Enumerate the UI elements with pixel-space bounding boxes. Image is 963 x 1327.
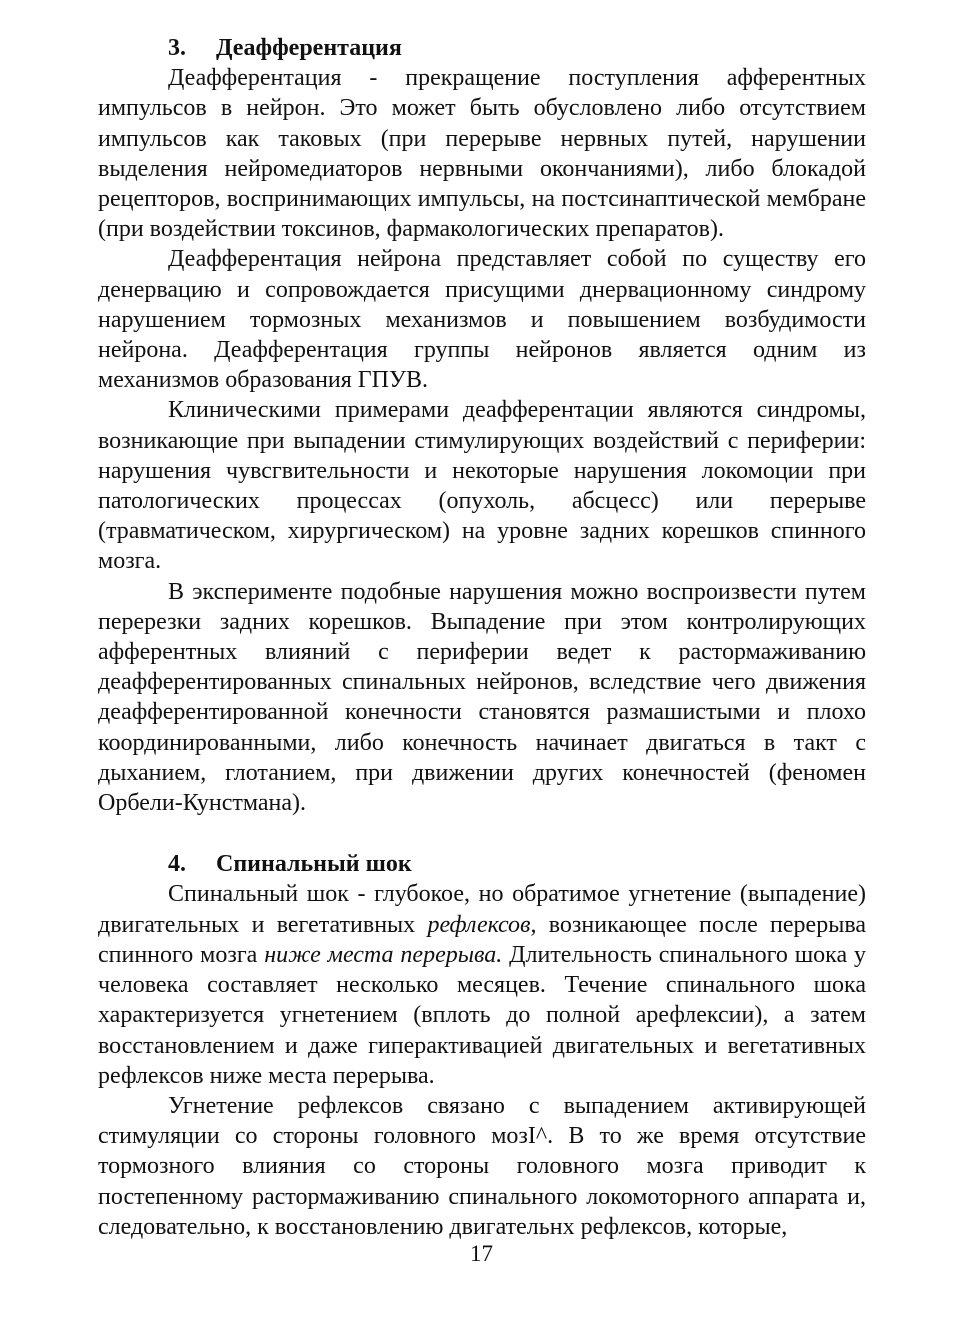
paragraph: Клиническими примерами деафферентации являются синдромы, возникающие при выпадении стимулирующих воздействий с периферии: нарушения чувсгвительности и некоторые нарушения локомоции при патологических процессах (опухоль, абсцесс) или перерыве (травматическом, хирургическом) на уровне задних корешков спинного мозга. [98,397,866,575]
section-title: Спинальный шок [216,851,412,878]
section-title: Деафферентация [216,35,402,61]
paragraph: В эксперименте подобные нарушения можно воспроизвести путем перерезки задних корешков. Выпадение при этом контролирующих афферентных влияний с периферии ведет к растормаживанию деафферентированных спинальных нейронов, вследствие чего движения деафферентированной конечности становятся размашистыми и плохо координированными, либо конечность начинает двигаться в такт с дыханием, глотанием, при движении других конечностей (феномен Орбели-Кунстмана). [98,578,866,817]
section-heading-deafferentation [98,33,866,63]
text-run: Длительность спинального шока у человека составляет несколько месяцев. Течение спинального шока характеризуется угнетением (вплоть до полной арефлексии), а затем восстановлением и даже гиперактивацией двигательных и вегетативных рефлексов ниже места перерыва. [98,941,867,1089]
section-heading-spinal-shock [98,849,866,879]
paragraph: Деафферентация нейрона представляет собой по существу его денервацию и сопровождается присущими днервационному синдрому нарушением тормозных механизмов и повышением возбудимости нейрона. Деафферентация группы нейронов является одним из механизмов образования ГПУВ. [98,246,866,394]
section-number: 3. [168,35,186,61]
paragraph: Деафферентация - прекращение поступления афферентных импульсов в нейрон. Это может быть обусловлено либо отсутствием импульсов как таковых (при перерыве нервных путей, нарушении выделения нейромедиаторов нервными окончаниями), либо блокадой рецепторов, воспринимающих импульсы, на постсинаптической мембране (при воздействии токсинов, фармакологических препаратов). [98,65,866,243]
paragraph: Угнетение рефлексов связано с выпадением активирующей стимуляции со стороны головного мозI^. В то же время отсутствие тормозного влияния со стороны головного мозга приводит к постепенному растормаживанию спинального локомоторного аппарата и, следовательно, к восстановлению двигательнх рефлексов, которые, [98,1092,866,1240]
section-number: 4. [168,851,186,878]
text-run: возникающее после перерыва спинного мозга [98,911,866,968]
italic-text: рефлексов, [427,911,537,938]
text-run: Спинальный шок - глубокое, но обратимое угнетение (выпадение) двигательных и вегетативных [98,881,866,938]
italic-text: ниже места перерыва. [264,941,503,968]
paragraph [98,879,866,1090]
page-number: 17 [470,1241,493,1266]
document-page [98,33,866,1242]
